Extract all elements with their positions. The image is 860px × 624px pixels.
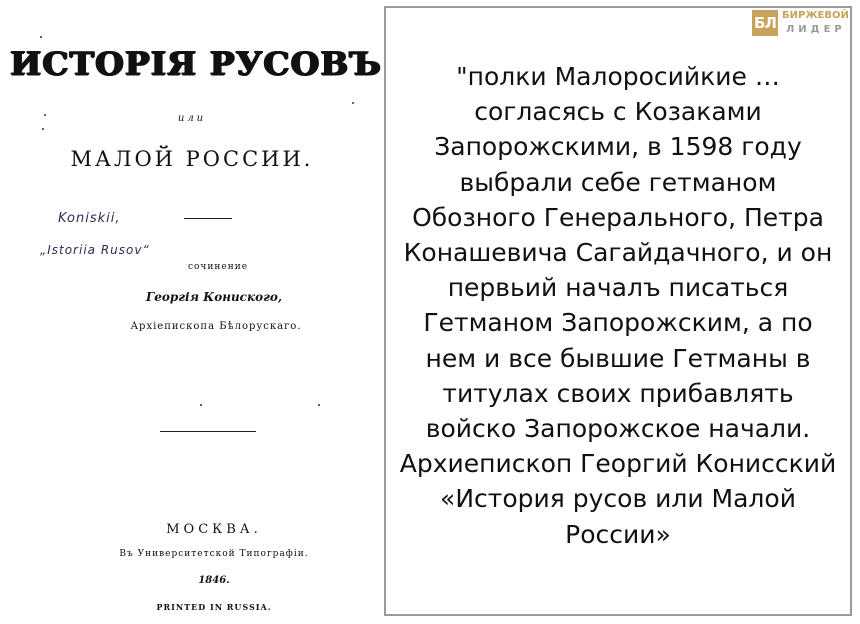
handwritten-note-author: Koniskii,: [58, 211, 121, 226]
book-printed-in: PRINTED IN RUSSIA.: [156, 602, 272, 612]
scan-speck: [352, 102, 354, 104]
book-archbishop: Архіепископа Бѣлорускаго.: [130, 321, 302, 332]
book-subtitle: МАЛОЙ РОССИИ.: [70, 147, 314, 171]
scan-speck: [40, 36, 42, 38]
book-press: Въ Университетской Типографіи.: [119, 549, 309, 559]
quote-line: согласясь с Козаками: [474, 97, 762, 127]
logo-text-bottom: ЛИДЕР: [786, 24, 846, 35]
book-main-title: ИСТОРІЯ РУСОВЪ: [10, 44, 382, 83]
quote-line: Гетманом Запорожским, а по: [423, 308, 813, 338]
scan-speck: [318, 404, 320, 406]
title-divider-top: [184, 218, 232, 219]
quote-line: "полки Малоросийкие …: [456, 62, 780, 91]
handwritten-note-title: „Istoriia Rusov“: [40, 243, 150, 257]
quote-line: выбрали себе гетманом: [459, 167, 777, 197]
scan-speck: [44, 114, 46, 116]
quote-line: России»: [565, 519, 671, 549]
scan-speck: [200, 404, 202, 406]
book-author: Георгія Кониского,: [145, 290, 283, 304]
book-city: МОСКВА.: [166, 522, 262, 537]
quote-line: Конашевича Сагайдачного, и он: [403, 238, 833, 268]
book-ili: или: [177, 113, 207, 124]
quote-line: титулах своих прибавлять: [442, 378, 794, 408]
quote-box: [384, 6, 852, 616]
birzhevoy-lider-logo: [752, 8, 852, 40]
book-title-page: [0, 0, 384, 624]
quote-line: войско Запорожское начали.: [425, 414, 811, 444]
quote-line: Архиепископ Георгий Конисский: [399, 449, 837, 479]
quote-line: нем и все бывшие Гетманы в: [425, 343, 811, 373]
quote-text: [386, 59, 850, 552]
title-divider-bottom: [160, 431, 256, 432]
quote-line: Запорожскими, в 1598 году: [434, 132, 802, 162]
logo-text-top: БИРЖЕВОЙ: [782, 10, 849, 21]
logo-mark-icon: БЛ: [752, 10, 778, 36]
quote-line: «История русов или Малой: [440, 484, 796, 514]
quote-line: первьий началъ писаться: [447, 273, 789, 303]
book-year: 1846.: [198, 575, 230, 586]
quote-line: Обозного Генерального, Петра: [412, 202, 824, 232]
book-sochinenie: сочинение: [187, 262, 249, 272]
scan-speck: [42, 128, 44, 130]
